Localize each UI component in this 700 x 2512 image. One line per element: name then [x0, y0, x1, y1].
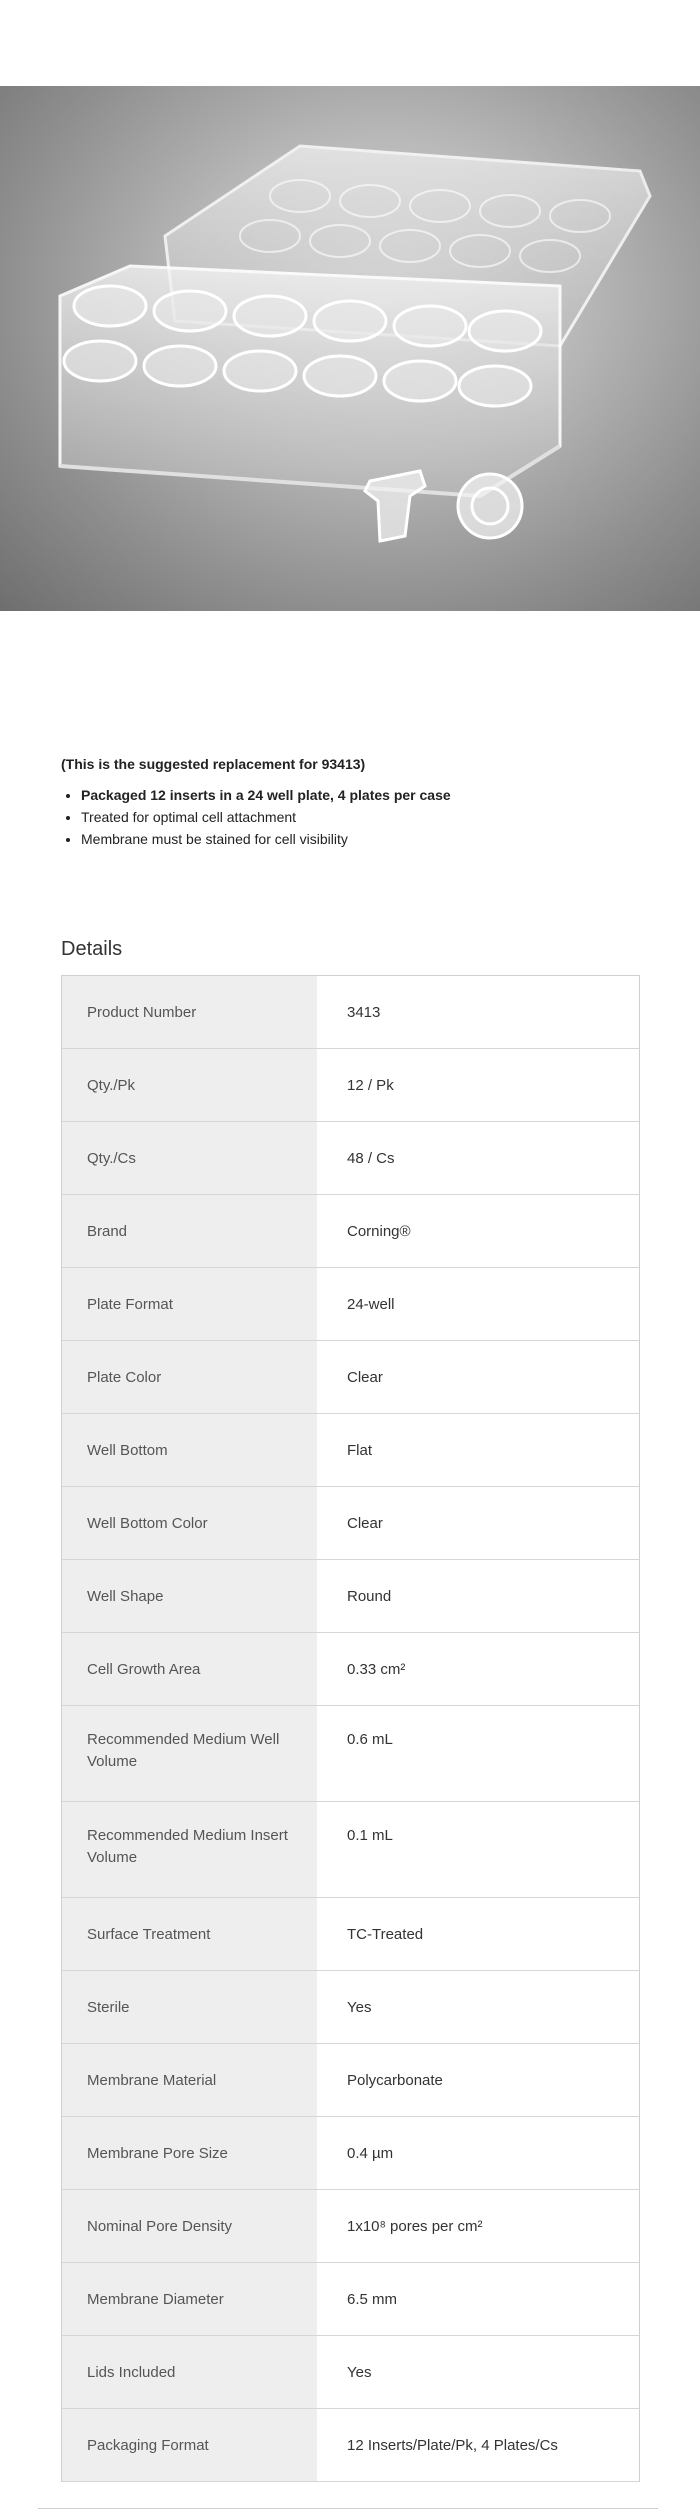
details-table — [61, 975, 640, 2482]
row-value: Clear — [347, 1368, 383, 1386]
row-value: Clear — [347, 1514, 383, 1532]
row-label: Qty./Cs — [62, 1122, 317, 1194]
row-label: Packaging Format — [62, 2409, 317, 2481]
details-row — [62, 2117, 639, 2190]
row-value: 0.33 cm² — [347, 1660, 406, 1678]
product-description — [61, 756, 641, 852]
row-label: Plate Format — [62, 1268, 317, 1340]
feature-item: • Treated for optimal cell attachment — [81, 808, 641, 826]
row-label: Qty./Pk — [62, 1049, 317, 1121]
plate-base — [60, 266, 560, 496]
details-row — [62, 1195, 639, 1268]
feature-list — [61, 786, 641, 848]
details-row — [62, 976, 639, 1049]
row-label: Well Bottom Color — [62, 1487, 317, 1559]
row-value: Flat — [347, 1441, 373, 1459]
row-label: Nominal Pore Density — [62, 2190, 317, 2262]
replacement-note: (This is the suggested replacement for 93413) — [61, 756, 366, 772]
row-value: 24-well — [347, 1295, 395, 1313]
row-label: Well Shape — [62, 1560, 317, 1632]
details-row — [62, 1633, 639, 1706]
details-row — [62, 1898, 639, 1971]
details-row — [62, 2336, 639, 2409]
details-row — [62, 2409, 639, 2482]
row-value: Yes — [347, 2363, 372, 2381]
row-value: 12 Inserts/Plate/Pk, 4 Plates/Cs — [347, 2436, 558, 2454]
row-label: Membrane Material — [62, 2044, 317, 2116]
row-value: 12 / Pk — [347, 1076, 394, 1094]
row-value: 0.6 mL — [347, 1731, 393, 1748]
details-row — [62, 2263, 639, 2336]
well-plate-illustration — [0, 86, 700, 611]
row-value: Polycarbonate — [347, 2071, 443, 2089]
details-row — [62, 1560, 639, 1633]
details-row — [62, 1268, 639, 1341]
feature-item: • Membrane must be stained for cell visibility — [81, 830, 641, 848]
details-row — [62, 1802, 639, 1898]
row-label: Brand — [62, 1195, 317, 1267]
row-label: Membrane Diameter — [62, 2263, 317, 2335]
details-row — [62, 1122, 639, 1195]
details-row — [62, 1487, 639, 1560]
row-label: Recommended Medium Well Volume — [62, 1706, 317, 1801]
row-value: Round — [347, 1587, 392, 1605]
feature-item: • Packaged 12 inserts in a 24 well plate, 4 plates per case — [81, 786, 641, 804]
row-label: Plate Color — [62, 1341, 317, 1413]
row-value: TC-Treated — [347, 1925, 424, 1943]
row-value: 3413 — [347, 1003, 381, 1021]
details-row — [62, 2190, 639, 2263]
row-value: 6.5 mm — [347, 2290, 398, 2308]
row-label: Product Number — [62, 976, 317, 1048]
row-label: Membrane Pore Size — [62, 2117, 317, 2189]
row-label: Surface Treatment — [62, 1898, 317, 1970]
row-value: Yes — [347, 1998, 372, 2016]
row-value: 1x10⁸ pores per cm² — [347, 2217, 483, 2235]
row-label: Sterile — [62, 1971, 317, 2043]
row-label: Lids Included — [62, 2336, 317, 2408]
details-row — [62, 1414, 639, 1487]
row-value: 0.1 mL — [347, 1827, 393, 1844]
divider — [38, 2508, 658, 2509]
details-row — [62, 1341, 639, 1414]
details-row — [62, 1049, 639, 1122]
row-label: Well Bottom — [62, 1414, 317, 1486]
row-label: Cell Growth Area — [62, 1633, 317, 1705]
details-row — [62, 1971, 639, 2044]
row-label: Recommended Medium Insert Volume — [62, 1802, 317, 1897]
details-heading: Details — [61, 938, 123, 960]
details-row — [62, 1706, 639, 1802]
row-value: 0.4 µm — [347, 2144, 394, 2162]
product-image — [0, 86, 700, 611]
row-value: 48 / Cs — [347, 1149, 395, 1167]
details-row — [62, 2044, 639, 2117]
row-value: Corning® — [347, 1222, 411, 1240]
